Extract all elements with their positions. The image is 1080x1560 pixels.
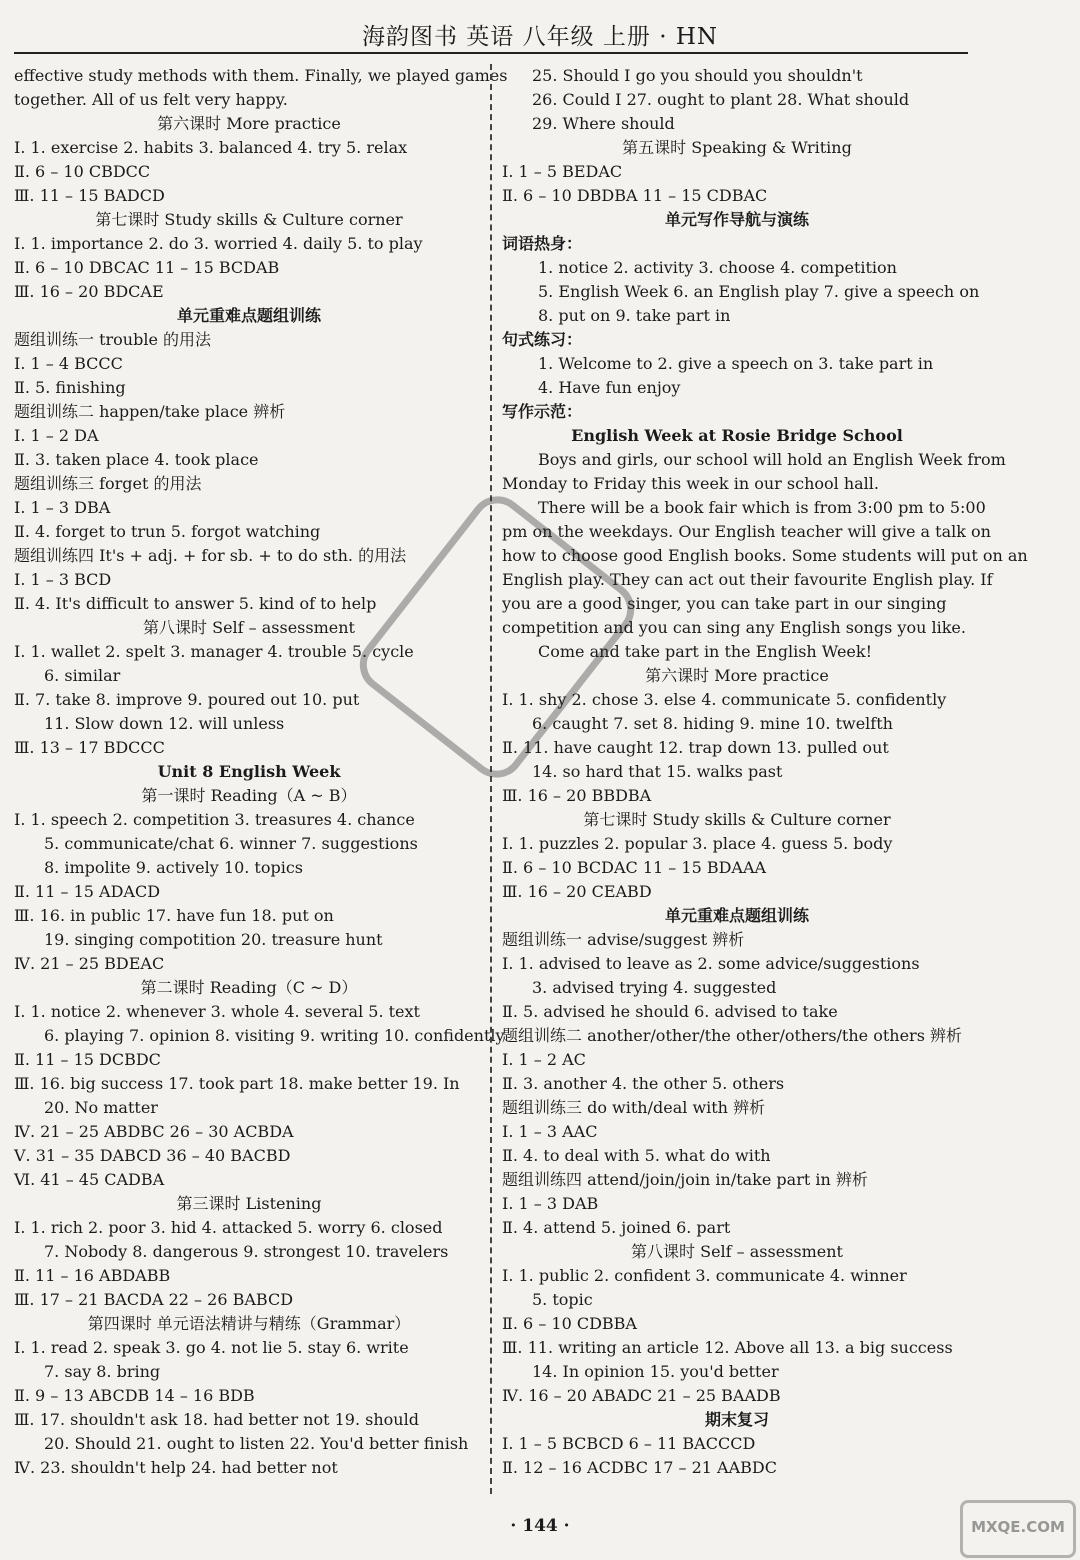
left-column-line: Ⅱ. 11 – 15 DCBDC xyxy=(14,1050,161,1069)
left-column-line: 7. say 8. bring xyxy=(44,1362,161,1381)
right-column-line: 题组训练四 attend/join/join in/take part in 辨析 xyxy=(502,1170,868,1189)
right-column-line: Boys and girls, our school will hold an English Week from xyxy=(538,450,1006,469)
left-column-line: Ⅲ. 11 – 15 BADCD xyxy=(14,186,165,205)
right-column-line: 3. advised trying 4. suggested xyxy=(532,978,777,997)
left-column-line: Ⅱ. 5. finishing xyxy=(14,378,126,397)
page-number: · 144 · xyxy=(510,1516,570,1536)
left-column-line: Ⅱ. 4. forget to trun 5. forgot watching xyxy=(14,522,321,541)
left-column-line: 6. playing 7. opinion 8. visiting 9. writing 10. confidently xyxy=(44,1026,505,1045)
right-column-line: 第五课时 Speaking & Writing xyxy=(622,138,852,157)
column-divider xyxy=(490,64,492,1494)
right-column-line: 1. Welcome to 2. give a speech on 3. take part in xyxy=(538,354,934,373)
right-column-line: Ⅱ. 6 – 10 DBDBA 11 – 15 CDBAC xyxy=(502,186,768,205)
right-column-line: Ⅰ. 1. advised to leave as 2. some advice/suggestions xyxy=(502,954,920,973)
left-column-line: Unit 8 English Week xyxy=(157,762,341,781)
left-column-line: Ⅱ. 11 – 15 ADACD xyxy=(14,882,161,901)
right-column-line: Ⅱ. 5. advised he should 6. advised to take xyxy=(502,1002,838,1021)
right-column-line: 4. Have fun enjoy xyxy=(538,378,681,397)
left-column-line: Ⅲ. 17. shouldn't ask 18. had better not 19. should xyxy=(14,1410,419,1429)
right-column-line: 题组训练三 do with/deal with 辨析 xyxy=(502,1098,766,1117)
right-column-line: 句式练习： xyxy=(502,330,583,349)
left-column-line: 11. Slow down 12. will unless xyxy=(44,714,285,733)
left-column-line: Ⅲ. 16. big success 17. took part 18. make better 19. In xyxy=(14,1074,460,1093)
left-column-line: together. All of us felt very happy. xyxy=(14,90,288,109)
right-column-line: 期末复习 xyxy=(704,1410,769,1429)
right-column-line: 14. In opinion 15. you'd better xyxy=(532,1362,779,1381)
left-column-line: 8. impolite 9. actively 10. topics xyxy=(44,858,304,877)
left-column-line: Ⅵ. 41 – 45 CADBA xyxy=(14,1170,165,1189)
left-column-line: Ⅱ. 6 – 10 CBDCC xyxy=(14,162,151,181)
right-column-line: Ⅰ. 1 – 2 AC xyxy=(502,1050,586,1069)
right-column-line: Ⅲ. 16 – 20 BBDBA xyxy=(502,786,652,805)
right-column-line: 29. Where should xyxy=(532,114,675,133)
left-column-line: Ⅲ. 13 – 17 BDCCC xyxy=(14,738,165,757)
right-column-line: 25. Should I go you should you shouldn't xyxy=(532,66,863,85)
right-column-line: 题组训练一 advise/suggest 辨析 xyxy=(502,930,745,949)
left-column-line: 第七课时 Study skills & Culture corner xyxy=(95,210,403,229)
right-column-line: English play. They can act out their favourite English play. If xyxy=(502,570,993,589)
left-column-line: 第三课时 Listening xyxy=(176,1194,322,1213)
left-column-line: 第八课时 Self – assessment xyxy=(143,618,355,637)
left-column-line: 19. singing compotition 20. treasure hunt xyxy=(44,930,383,949)
right-column-line: 第八课时 Self – assessment xyxy=(631,1242,843,1261)
left-column-line: Ⅰ. 1 – 2 DA xyxy=(14,426,99,445)
left-column-line: 20. No matter xyxy=(44,1098,158,1117)
right-column-line: Ⅰ. 1. public 2. confident 3. communicate 4. winner xyxy=(502,1266,907,1285)
left-column-line: Ⅲ. 16 – 20 BDCAE xyxy=(14,282,164,301)
right-column xyxy=(502,64,1028,1480)
left-column-line: 题组训练四 It's + adj. + for sb. + to do sth. 的用法 xyxy=(14,546,407,565)
left-column-line: Ⅲ. 16. in public 17. have fun 18. put on xyxy=(14,906,334,925)
left-column-line: Ⅰ. 1. rich 2. poor 3. hid 4. attacked 5. worry 6. closed xyxy=(14,1218,443,1237)
header-rule xyxy=(14,52,968,54)
left-column-line: Ⅱ. 11 – 16 ABDABB xyxy=(14,1266,171,1285)
right-column-line: 14. so hard that 15. walks past xyxy=(532,762,783,781)
right-column-line: 1. notice 2. activity 3. choose 4. competition xyxy=(538,258,897,277)
right-column-line: 5. topic xyxy=(532,1290,593,1309)
right-column-line: 8. put on 9. take part in xyxy=(538,306,731,325)
left-column-line: Ⅰ. 1. notice 2. whenever 3. whole 4. several 5. text xyxy=(14,1002,420,1021)
left-column-line: 第四课时 单元语法精讲与精练（Grammar） xyxy=(87,1314,411,1333)
right-column-line: Ⅱ. 11. have caught 12. trap down 13. pulled out xyxy=(502,738,889,757)
right-column-line: 单元重难点题组训练 xyxy=(664,906,809,925)
right-column-line: Ⅱ. 3. another 4. the other 5. others xyxy=(502,1074,785,1093)
left-column-line: 20. Should 21. ought to listen 22. You'd better finish xyxy=(44,1434,469,1453)
right-column-line: 5. English Week 6. an English play 7. give a speech on xyxy=(538,282,980,301)
left-column-line: 第二课时 Reading（C ~ D） xyxy=(140,978,358,997)
left-column-line: Ⅰ. 1 – 3 BCD xyxy=(14,570,112,589)
right-column-line: 题组训练二 another/other/the other/others/the others 辨析 xyxy=(502,1026,963,1045)
right-column-line: Ⅰ. 1 – 5 BEDAC xyxy=(502,162,623,181)
right-column-line: pm on the weekdays. Our English teacher will give a talk on xyxy=(502,522,991,541)
right-column-line: Come and take part in the English Week! xyxy=(538,642,872,661)
right-column-line: Ⅳ. 16 – 20 ABADC 21 – 25 BAADB xyxy=(502,1386,781,1405)
right-column-line: Ⅱ. 4. attend 5. joined 6. part xyxy=(502,1218,731,1237)
left-column-line: 5. communicate/chat 6. winner 7. suggestions xyxy=(44,834,418,853)
left-column-line: 题组训练二 happen/take place 辨析 xyxy=(14,402,286,421)
right-column-line: Ⅲ. 16 – 20 CEABD xyxy=(502,882,652,901)
left-column-line: Ⅳ. 23. shouldn't help 24. had better not xyxy=(14,1458,338,1477)
right-column-line: competition and you can sing any English songs you like. xyxy=(502,618,966,637)
left-column-line: Ⅰ. 1. importance 2. do 3. worried 4. daily 5. to play xyxy=(14,234,423,253)
left-column-line: Ⅰ. 1. exercise 2. habits 3. balanced 4. try 5. relax xyxy=(14,138,408,157)
left-column-line: Ⅱ. 6 – 10 DBCAC 11 – 15 BCDAB xyxy=(14,258,280,277)
left-column-line: Ⅳ. 21 – 25 ABDBC 26 – 30 ACBDA xyxy=(14,1122,294,1141)
left-column-line: 单元重难点题组训练 xyxy=(176,306,321,325)
right-column-line: 26. Could I 27. ought to plant 28. What should xyxy=(532,90,910,109)
right-column-line: Ⅰ. 1 – 5 BCBCD 6 – 11 BACCCD xyxy=(502,1434,756,1453)
left-column-line: Ⅱ. 7. take 8. improve 9. poured out 10. put xyxy=(14,690,360,709)
right-column-line: Ⅱ. 12 – 16 ACDBC 17 – 21 AABDC xyxy=(502,1458,777,1477)
right-column-line: Ⅰ. 1 – 3 DAB xyxy=(502,1194,599,1213)
left-column-line: Ⅲ. 17 – 21 BACDA 22 – 26 BABCD xyxy=(14,1290,294,1309)
right-column-line: Ⅰ. 1 – 3 AAC xyxy=(502,1122,598,1141)
left-column-line: 6. similar xyxy=(44,666,121,685)
right-column-line: There will be a book fair which is from 3:00 pm to 5:00 xyxy=(538,498,986,517)
left-column-line: Ⅰ. 1. read 2. speak 3. go 4. not lie 5. stay 6. write xyxy=(14,1338,409,1357)
left-column-line: 题组训练三 forget 的用法 xyxy=(14,474,202,493)
right-column-line: 单元写作导航与演练 xyxy=(664,210,809,229)
page-header: 海韵图书 英语 八年级 上册 · HN xyxy=(361,24,719,50)
right-column-line: 词语热身： xyxy=(502,234,583,253)
right-column-line: 6. caught 7. set 8. hiding 9. mine 10. twelfth xyxy=(532,714,893,733)
right-column-line: 第七课时 Study skills & Culture corner xyxy=(583,810,891,829)
right-column-line: 写作示范： xyxy=(502,402,583,421)
left-column-line: Ⅰ. 1. wallet 2. spelt 3. manager 4. trouble 5. cycle xyxy=(14,642,414,661)
right-column-line: English Week at Rosie Bridge School xyxy=(571,426,903,445)
left-column-line: 题组训练一 trouble 的用法 xyxy=(14,330,212,349)
right-column-line: Monday to Friday this week in our school hall. xyxy=(502,474,879,493)
left-column-line: effective study methods with them. Finally, we played games xyxy=(14,66,508,85)
right-column-line: Ⅰ. 1. puzzles 2. popular 3. place 4. guess 5. body xyxy=(502,834,893,853)
left-column xyxy=(14,64,508,1480)
left-column-line: 第六课时 More practice xyxy=(157,114,341,133)
left-column-line: Ⅰ. 1. speech 2. competition 3. treasures 4. chance xyxy=(14,810,415,829)
watermark-logo: MXQE.COM xyxy=(960,1500,1076,1558)
right-column-line: Ⅲ. 11. writing an article 12. Above all 13. a big success xyxy=(502,1338,953,1357)
right-column-line: 第六课时 More practice xyxy=(645,666,829,685)
right-column-line: you are a good singer, you can take part in our singing xyxy=(502,594,947,613)
right-column-line: Ⅱ. 6 – 10 CDBBA xyxy=(502,1314,637,1333)
right-column-line: how to choose good English books. Some students will put on an xyxy=(502,546,1028,565)
left-column-line: Ⅱ. 3. taken place 4. took place xyxy=(14,450,259,469)
right-column-line: Ⅱ. 4. to deal with 5. what do with xyxy=(502,1146,771,1165)
left-column-line: Ⅱ. 9 – 13 ABCDB 14 – 16 BDB xyxy=(14,1386,255,1405)
right-column-line: Ⅱ. 6 – 10 BCDAC 11 – 15 BDAAA xyxy=(502,858,767,877)
left-column-line: Ⅱ. 4. It's difficult to answer 5. kind of to help xyxy=(14,594,377,613)
left-column-line: 7. Nobody 8. dangerous 9. strongest 10. travelers xyxy=(44,1242,449,1261)
right-column-line: Ⅰ. 1. shy 2. chose 3. else 4. communicate 5. confidently xyxy=(502,690,947,709)
left-column-line: Ⅳ. 21 – 25 BDEAC xyxy=(14,954,165,973)
left-column-line: Ⅰ. 1 – 3 DBA xyxy=(14,498,111,517)
left-column-line: Ⅰ. 1 – 4 BCCC xyxy=(14,354,123,373)
left-column-line: 第一课时 Reading（A ~ B） xyxy=(141,786,357,805)
left-column-line: Ⅴ. 31 – 35 DABCD 36 – 40 BACBD xyxy=(14,1146,291,1165)
